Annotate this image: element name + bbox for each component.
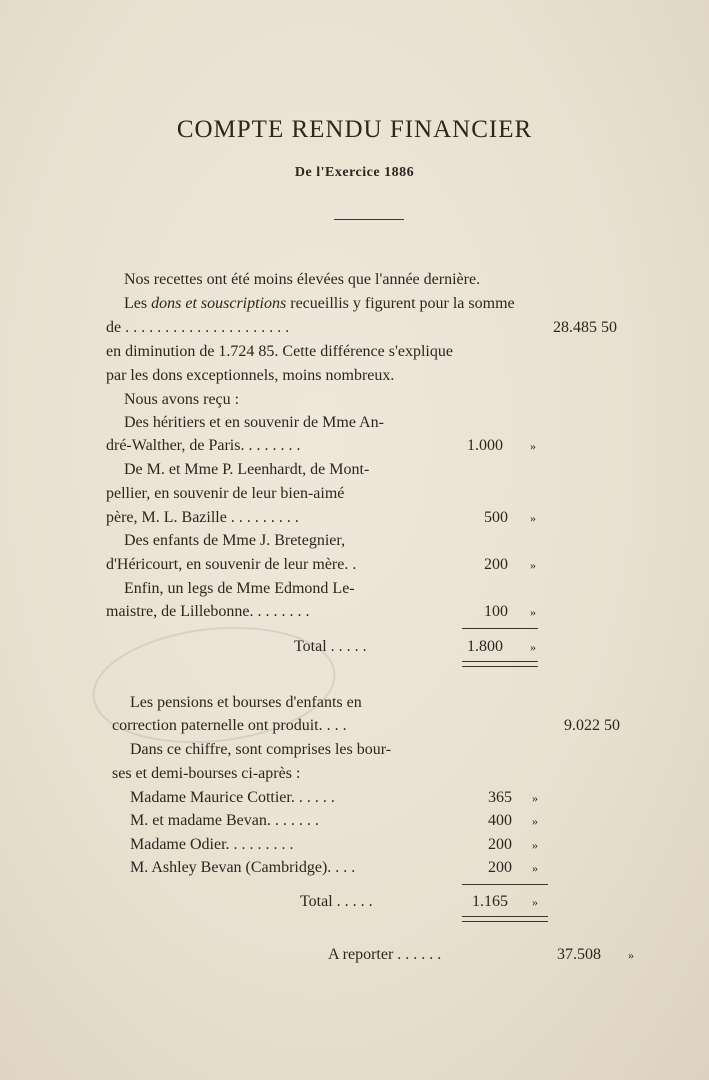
don-2-line-2: père, M. L. Bazille . . . . . . . . . bbox=[106, 509, 299, 526]
don-1-line-2: dré-Walther, de Paris. . . . . . . . bbox=[106, 437, 301, 454]
don-1-amount: 1.000 bbox=[467, 437, 503, 454]
pensions-line-4: ses et demi-bourses ci-après : bbox=[112, 765, 301, 782]
pensions-line-3: Dans ce chiffre, sont comprises les bour- bbox=[130, 741, 392, 758]
don-1-line-1: Des héritiers et en souvenir de Mme An- bbox=[124, 414, 384, 431]
total-2-unit: » bbox=[532, 895, 538, 909]
don-3-unit: » bbox=[530, 558, 536, 572]
title-divider bbox=[334, 219, 404, 220]
dons-amount: 28.485 50 bbox=[553, 319, 617, 336]
don-1-unit: » bbox=[530, 439, 536, 453]
don-2-unit: » bbox=[530, 511, 536, 525]
total-1-amount: 1.800 bbox=[467, 638, 503, 655]
pensions-line-1: Les pensions et bourses d'enfants en bbox=[130, 694, 362, 711]
don-2-line-1: De M. et Mme P. Leenhardt, de Mont- bbox=[124, 461, 370, 478]
intro-line-3 bbox=[106, 318, 289, 338]
bourse-1-label: Madame Maurice Cottier. . . . . . bbox=[130, 789, 335, 806]
intro-line-2 bbox=[124, 294, 631, 314]
don-4-line-2: maistre, de Lillebonne. . . . . . . . bbox=[106, 603, 310, 620]
report-label: A reporter . . . . . . bbox=[328, 946, 442, 963]
bourse-3-amount: 200 bbox=[488, 836, 512, 853]
total-2-amount: 1.165 bbox=[472, 893, 508, 910]
bourse-2-label: M. et madame Bevan. . . . . . . bbox=[130, 812, 319, 829]
total-1-unit: » bbox=[530, 640, 536, 654]
bourse-3-unit: » bbox=[532, 838, 538, 852]
bourse-2-amount: 400 bbox=[488, 812, 512, 829]
intro-line-3-a: de bbox=[106, 319, 122, 336]
don-4-line-1: Enfin, un legs de Mme Edmond Le- bbox=[124, 580, 355, 597]
don-3-line-1: Des enfants de Mme J. Bretegnier, bbox=[124, 532, 346, 549]
don-4-unit: » bbox=[530, 605, 536, 619]
bourse-1-amount: 365 bbox=[488, 789, 512, 806]
bourse-4-amount: 200 bbox=[488, 859, 512, 876]
intro-line-2-a: Les bbox=[124, 295, 152, 312]
pensions-amount: 9.022 50 bbox=[564, 717, 620, 734]
pensions-line-2: correction paternelle ont produit. . . . bbox=[112, 717, 347, 734]
total-2-double-rule bbox=[462, 916, 548, 922]
intro-line-4: en diminution de 1.724 85. Cette différence s'explique bbox=[106, 343, 453, 360]
bourse-4-unit: » bbox=[532, 861, 538, 875]
bourse-4-label: M. Ashley Bevan (Cambridge). . . . bbox=[130, 859, 356, 876]
don-2-amount: 500 bbox=[484, 509, 508, 526]
total-1-label: Total . . . . . bbox=[294, 638, 367, 655]
page-subtitle: De l'Exercice 1886 bbox=[294, 165, 415, 180]
don-4-amount: 100 bbox=[484, 603, 508, 620]
total-2-label: Total . . . . . bbox=[300, 893, 373, 910]
intro-line-3-dots: . . . . . . . . . . . . . . . . . . . . . bbox=[125, 319, 290, 336]
page-title: COMPTE RENDU FINANCIER bbox=[176, 116, 533, 143]
don-3-line-2: d'Héricourt, en souvenir de leur mère. . bbox=[106, 556, 357, 573]
intro-line-2-c: recueillis y figurent pour la somme bbox=[286, 295, 515, 312]
total-1-rule bbox=[462, 628, 538, 629]
bourse-1-unit: » bbox=[532, 791, 538, 805]
report-unit: » bbox=[628, 948, 634, 962]
total-1-double-rule bbox=[462, 661, 538, 667]
intro-line-1: Nos recettes ont été moins élevées que l'année dernière. bbox=[124, 271, 481, 288]
don-2-line-1b: pellier, en souvenir de leur bien-aimé bbox=[106, 485, 345, 502]
intro-line-2-italic: dons et souscriptions bbox=[151, 295, 287, 312]
bourse-2-unit: » bbox=[532, 814, 538, 828]
intro-line-6: Nous avons reçu : bbox=[124, 391, 240, 408]
intro-line-5: par les dons exceptionnels, moins nombreux. bbox=[106, 367, 395, 384]
don-3-amount: 200 bbox=[484, 556, 508, 573]
report-amount: 37.508 bbox=[557, 946, 601, 963]
bourse-3-label: Madame Odier. . . . . . . . . bbox=[130, 836, 294, 853]
total-2-rule bbox=[462, 884, 548, 885]
